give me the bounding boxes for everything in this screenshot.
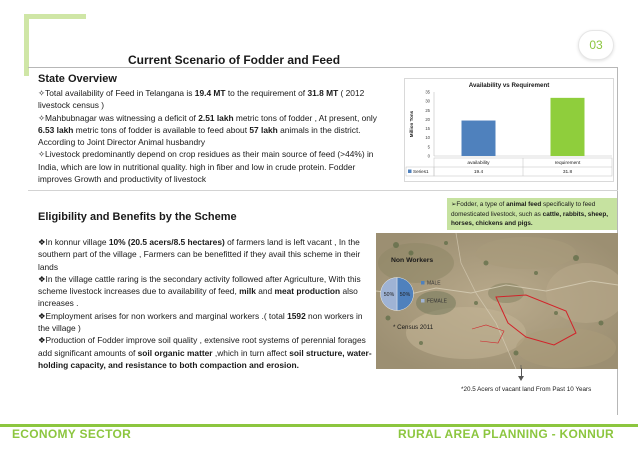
text-run: Total availability of Feed in Telangana is: [45, 88, 195, 98]
page-number-badge: 03: [578, 30, 614, 60]
text-run: ❖: [38, 237, 46, 247]
data-table-value: 19.4: [473, 170, 484, 176]
caption-arrow-head: [518, 376, 524, 381]
y-tick-label: 30: [425, 98, 430, 104]
text-run: ❖: [38, 273, 46, 284]
y-tick-label: 5: [427, 144, 430, 150]
emphasis-text: 6.53 lakh: [38, 124, 74, 135]
text-run: Employment arises for non workers and marginal workers .( total: [45, 310, 288, 321]
footer-project-label: RURAL AREA PLANNING - KONNUR: [398, 427, 614, 441]
legend-swatch-series1: [408, 170, 412, 174]
legend-swatch-female: [421, 299, 425, 303]
text-run: specifically to feed domesticated livestock, such as: [451, 201, 596, 218]
x-tick-label: requirement: [554, 161, 581, 167]
emphasis-text: soil structure, water-holding capacity, and resistance to both compaction and erosion.: [38, 347, 372, 370]
emphasis-text: cattle, rabbits, sheep, horses, chickens and pigs.: [451, 210, 609, 227]
legend-label-series1: Series1: [413, 169, 429, 175]
bullet-paragraph: [38, 310, 373, 335]
text-run: ( 2012 livestock census ): [38, 88, 365, 111]
emphasis-text: 10% (20.5 acers/8.5 hectares): [108, 237, 225, 247]
census-note: * Census 2011: [393, 324, 434, 331]
eligibility-title: Eligibility and Benefits by the Scheme: [38, 211, 237, 223]
text-run: ❖: [38, 335, 46, 346]
text-run: ➢: [451, 201, 457, 208]
text-run: Fodder, a type of: [456, 201, 507, 208]
text-run: In the village cattle raring is the secondary activity followed after Agriculture, With this scheme livestock increases due to availability of feed,: [38, 273, 361, 297]
y-axis-label: Million Tons: [409, 110, 414, 138]
text-run: of farmers land is left vacant , In the southern part of the village , Farmers can be benefitted if they avail this scheme in their lands: [38, 237, 361, 272]
emphasis-text: animal feed: [506, 201, 542, 208]
text-run: ✧: [38, 112, 46, 123]
emphasis-text: milk: [239, 286, 256, 297]
legend-swatch-male: [421, 281, 425, 285]
emphasis-text: 57 lakh: [249, 124, 278, 135]
emphasis-text: 31.8 MT: [307, 88, 339, 98]
pie-value-label: 50%: [399, 291, 411, 298]
data-table-value: 31.8: [562, 170, 573, 176]
availability-requirement-chart: [404, 88, 614, 182]
legend-label-female: FEMALE: [427, 298, 448, 305]
text-run: ,which in turn affect: [212, 347, 290, 358]
map-caption: *20.5 Acers of vacant land From Past 10 Years: [461, 386, 592, 393]
bullet-paragraph: [38, 273, 373, 310]
text-run: ✧: [38, 149, 46, 160]
text-run: Mahbubnagar was witnessing a deficit of: [45, 112, 199, 123]
eligibility-text: [38, 236, 373, 371]
text-run: and: [255, 286, 275, 297]
bullet-paragraph: [38, 334, 373, 371]
text-run: Production of Fodder improve soil quality , extensive root systems of perennial forages add significant amounts of: [38, 335, 366, 358]
bullet-paragraph: [38, 112, 388, 149]
bullet-paragraph: [38, 148, 388, 185]
bar-availability: [462, 121, 496, 156]
y-tick-label: 10: [425, 135, 430, 141]
x-tick-label: availability: [467, 161, 490, 167]
emphasis-text: soil organic matter: [137, 347, 213, 358]
text-run: metric tons of fodder is available to feed about: [73, 124, 250, 135]
state-overview-title: State Overview: [38, 73, 117, 85]
bar-requirement: [551, 98, 585, 156]
pie-chart-title: Non Workers: [391, 257, 434, 264]
emphasis-text: meat production: [274, 286, 341, 297]
pie-value-label: 50%: [383, 291, 395, 298]
text-run: Livestock predominantly depend on crop residues as their main source of feed (>44%) in India, which are low in nutritional quality. high in fiber and low in crude protein. Fodder improves Growth and productivity of livestock: [38, 149, 374, 185]
text-run: In konnur village: [45, 237, 109, 247]
y-tick-label: 25: [425, 107, 430, 113]
bar-chart-title: Availability vs Requirement: [468, 82, 550, 89]
section-divider: [28, 190, 618, 191]
text-run: non workers in the village ): [38, 310, 363, 334]
y-tick-label: 20: [425, 116, 430, 122]
bullet-paragraph: [38, 236, 373, 273]
fodder-definition-note: [447, 198, 617, 230]
text-run: animals in the district. According to Joint Director Animal husbandry: [38, 124, 361, 148]
y-tick-label: 0: [427, 153, 430, 159]
y-tick-label: 35: [425, 89, 430, 95]
legend-label-male: MALE: [427, 280, 441, 287]
non-workers-pie-chart: [380, 262, 470, 332]
corner-accent-horizontal: [24, 14, 86, 19]
state-overview-text: [38, 87, 388, 185]
y-tick-label: 15: [425, 126, 430, 132]
text-run: ❖: [38, 310, 46, 321]
footer-sector-label: ECONOMY SECTOR: [12, 427, 132, 441]
text-run: also increases .: [38, 286, 358, 309]
text-run: ✧: [38, 88, 46, 98]
bullet-paragraph: [38, 87, 388, 112]
emphasis-text: 19.4 MT: [194, 88, 226, 98]
content-top-border: [28, 67, 618, 68]
text-run: to the requirement of: [225, 88, 308, 98]
emphasis-text: 2.51 lakh: [198, 112, 234, 123]
page-title: Current Scenario of Fodder and Feed: [128, 53, 341, 67]
text-run: metric tons of fodder , At present, only: [233, 112, 377, 123]
emphasis-text: 1592: [287, 310, 306, 321]
